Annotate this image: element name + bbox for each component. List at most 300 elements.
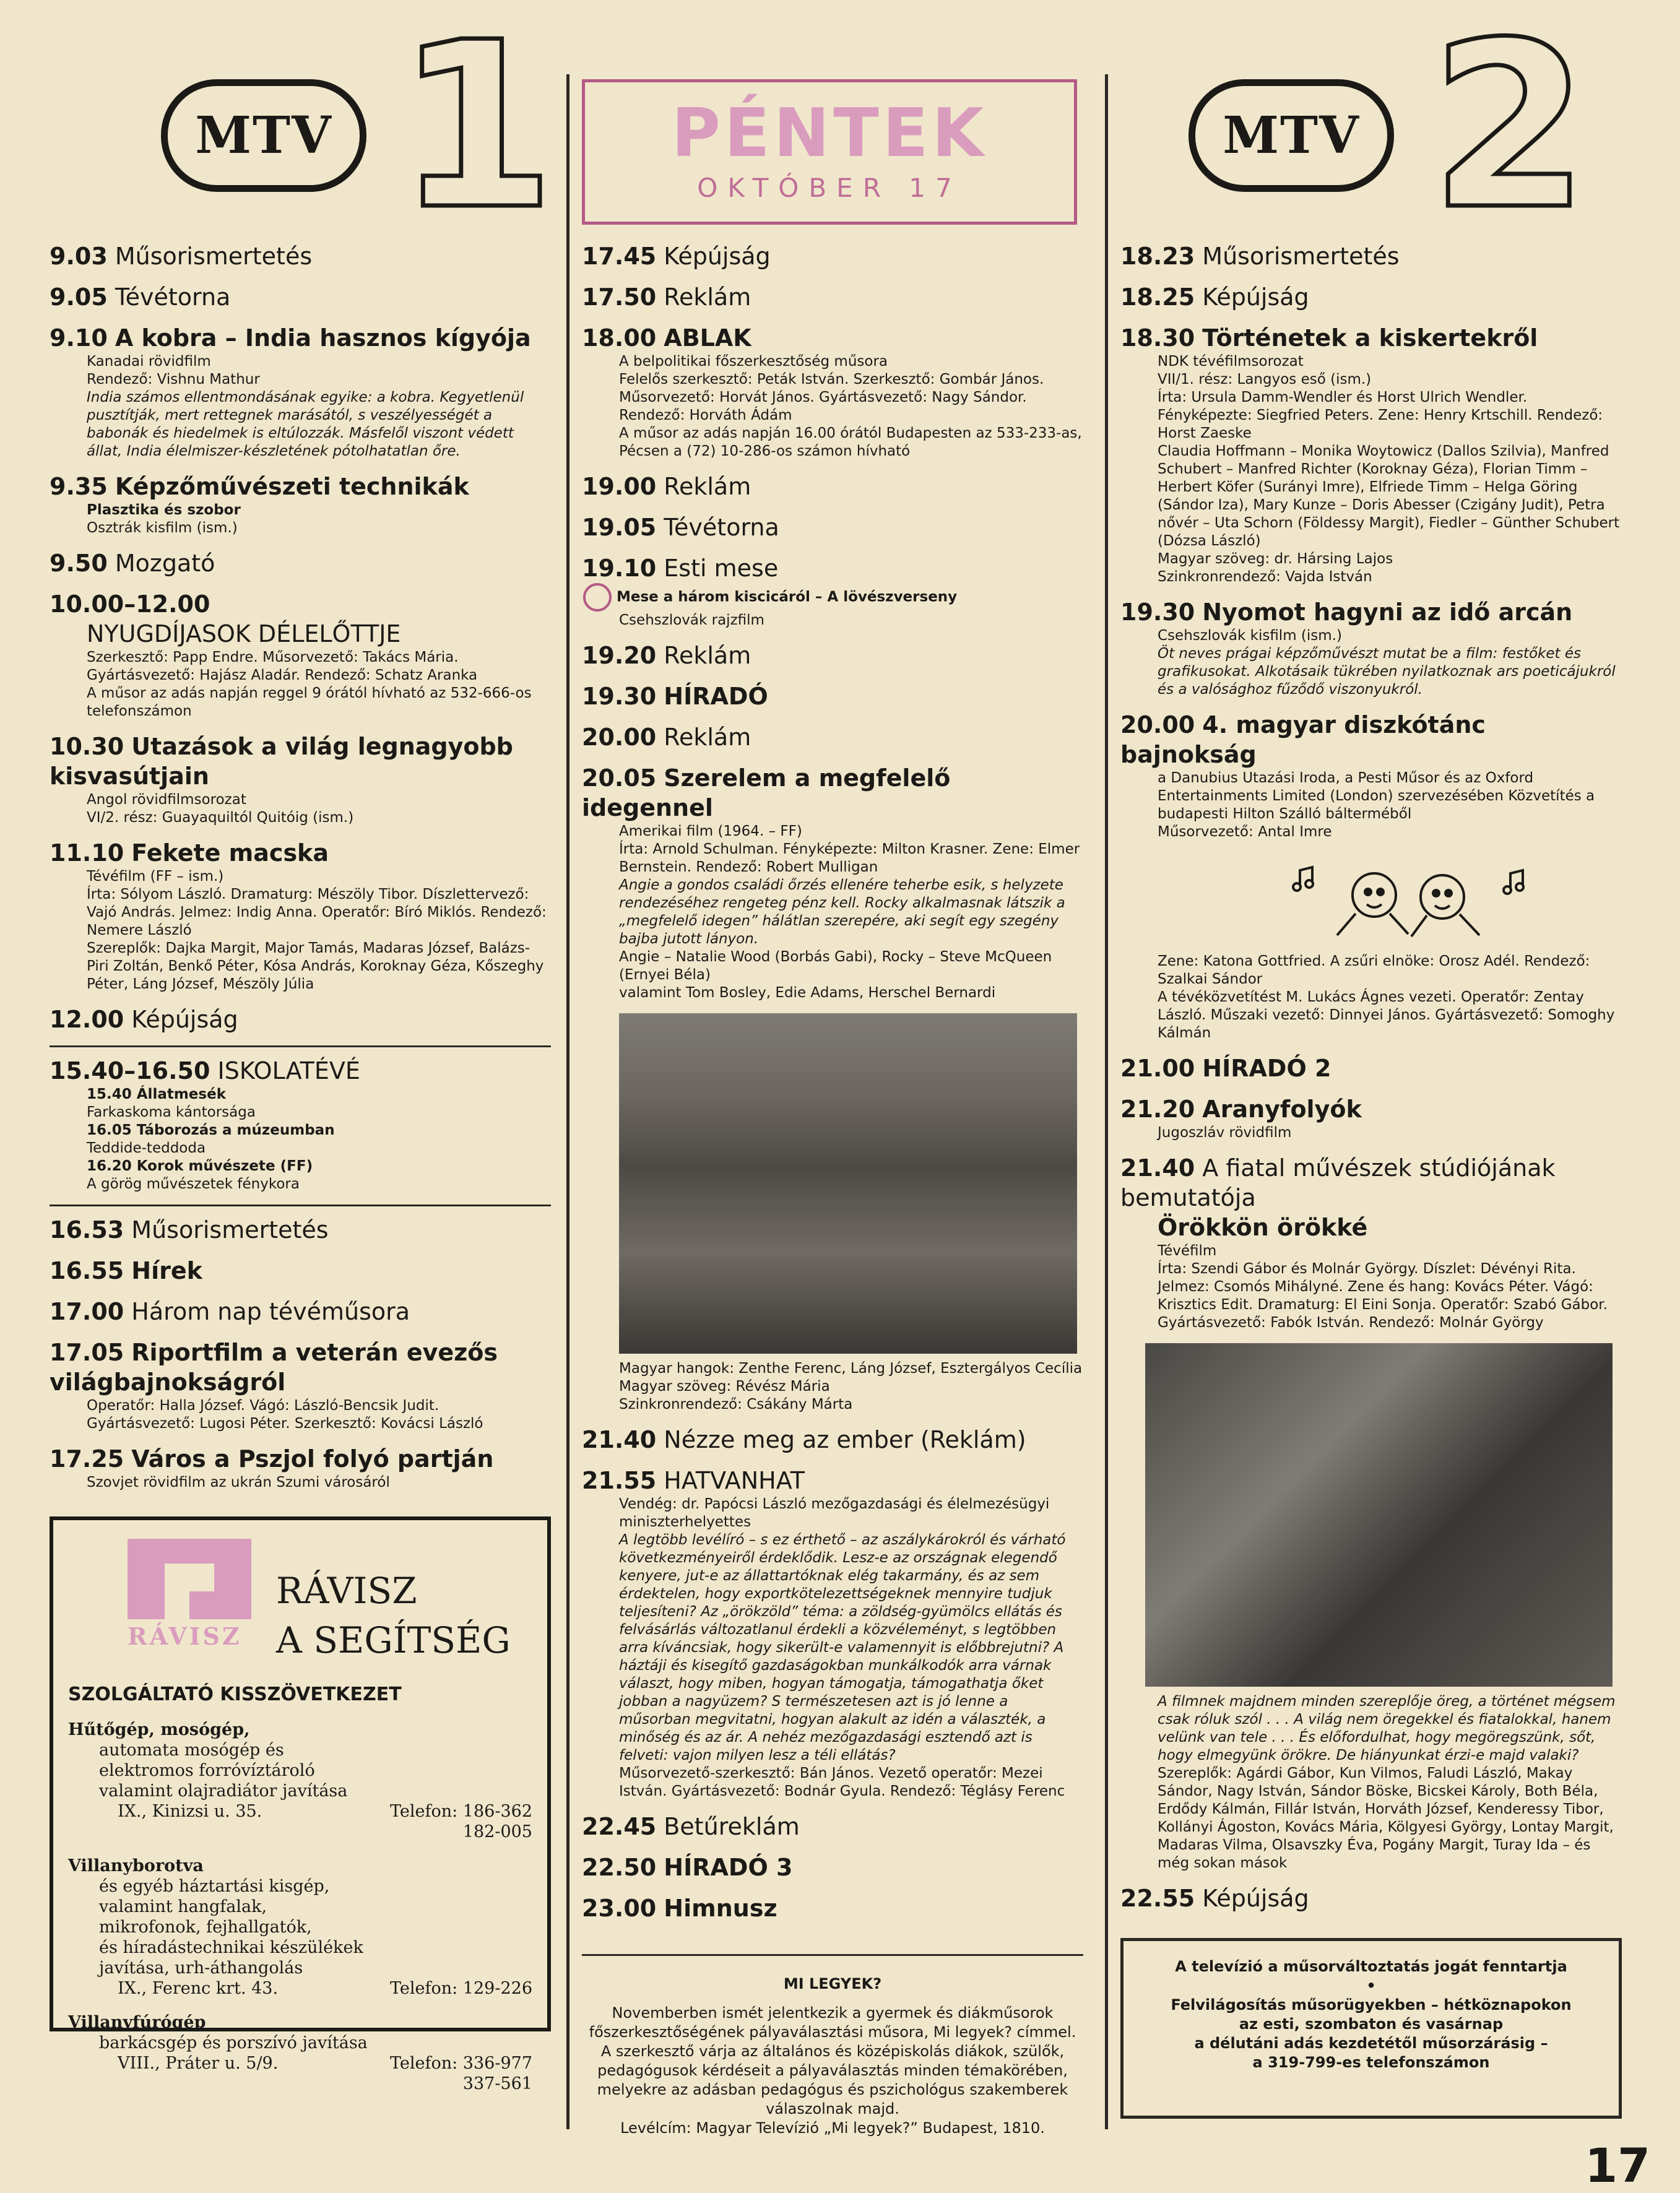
notice-line: Felvilágosítás műsorügyekben – hétköznapokon — [1171, 1996, 1572, 2013]
circle-mark-icon — [583, 583, 612, 612]
program-detail — [1158, 389, 1622, 443]
program-entry — [582, 681, 1083, 711]
notice-bullet: • — [1366, 1977, 1376, 1994]
program-title: Képújság — [1202, 1885, 1309, 1912]
program-heading — [50, 282, 551, 312]
program-title: Betűreklám — [664, 1813, 800, 1840]
program-time: 20.00 — [582, 724, 657, 751]
program-time: 9.03 — [50, 243, 108, 270]
program-entry — [50, 1297, 551, 1326]
ad-title: RÁVISZ — [276, 1570, 417, 1612]
program-heading — [582, 1425, 1083, 1455]
program-heading — [1120, 323, 1622, 353]
detail-text: A filmnek majdnem minden szereplője öreg, a történet mégsem csak róluk szól . . . A világ nem öregekkel és fiatalokkal, hanem velünk van tele . . . És előfordulhat, hogy megöregszünk, sőt, hogy elmegyünk örökre. De hiányunkat érzi-e majd valaki? — [1158, 1693, 1616, 1763]
detail-text: Farkaskoma kántorsága — [87, 1104, 256, 1120]
program-heading — [50, 1256, 551, 1286]
program-heading — [50, 838, 551, 868]
program-detail — [87, 868, 551, 886]
program-entry — [50, 732, 551, 827]
program-time: 17.50 — [582, 283, 657, 311]
ad-address: VIII., Práter u. 5/9. — [118, 2054, 279, 2073]
program-entry — [582, 763, 1083, 1002]
program-detail — [1158, 1213, 1622, 1242]
program-title: Esti mese — [664, 555, 779, 582]
column-mtv1 — [50, 0, 556, 2093]
program-time: 17.25 — [50, 1445, 124, 1473]
program-title: Képújság — [664, 243, 771, 270]
program-heading — [582, 472, 1083, 501]
column-mtv2 — [1120, 0, 1622, 2119]
program-detail — [87, 1140, 551, 1157]
program-time: 22.50 — [582, 1854, 657, 1881]
program-heading — [50, 1338, 551, 1397]
program-title: ABLAK — [664, 324, 751, 352]
program-detail — [1158, 1693, 1622, 1765]
program-time: 19.05 — [582, 514, 657, 541]
detail-text: Angie – Natalie Wood (Borbás Gabi), Rocky – Steve McQueen (Ernyei Béla) — [619, 949, 1052, 983]
program-entry — [582, 241, 1083, 271]
mtv-logo: MTV — [161, 79, 366, 192]
program-entry — [1120, 597, 1622, 699]
program-time: 17.05 — [50, 1339, 124, 1366]
program-detail — [1158, 953, 1622, 988]
detail-text: Operatőr: Halla József. Vágó: László-Bencsik Judit. Gyártásvezető: Lugosi Péter. Szerkesztő: Kovácsi László — [87, 1398, 483, 1432]
program-entry — [582, 1853, 1083, 1882]
program-title: Műsorismertetés — [131, 1216, 329, 1244]
program-detail — [619, 1495, 1083, 1531]
program-detail — [619, 1765, 1083, 1801]
program-detail — [87, 519, 551, 537]
program-time: 22.55 — [1120, 1885, 1195, 1912]
program-title: Reklám — [664, 724, 751, 751]
program-detail — [1158, 1242, 1622, 1260]
program-detail — [87, 1474, 551, 1492]
ad-section-3 — [68, 2012, 532, 2094]
program-title: HATVANHAT — [664, 1467, 805, 1494]
ad-coop: SZOLGÁLTATÓ KISSZÖVETKEZET — [68, 1684, 402, 1705]
ravisz-ad — [50, 1516, 551, 2093]
ad-phone: Telefon: 186-362 — [389, 1802, 532, 1821]
program-time: 21.40 — [1120, 1154, 1195, 1182]
ad-line: valamint hangfalak, — [99, 1897, 267, 1916]
detail-text: Műsorvezető-szerkesztő: Bán János. Vezető operatőr: Mezei István. Gyártásvezető: Bodnár Gyula. Rendező: Téglásy Ferenc — [619, 1765, 1065, 1799]
program-time: 18.00 — [582, 324, 657, 352]
program-heading — [582, 763, 1083, 823]
program-detail — [1158, 823, 1622, 841]
program-heading — [582, 681, 1083, 711]
detail-text: Magyar szöveg: dr. Hársing Lajos — [1158, 551, 1393, 567]
ad-line: és híradástechnikai készülékek — [99, 1938, 363, 1957]
section-divider — [50, 1045, 551, 1047]
dancing-cartoon-icon — [1263, 861, 1560, 941]
program-entry — [582, 472, 1083, 501]
program-heading — [50, 589, 551, 649]
program-title: Történetek a kiskertekről — [1202, 324, 1538, 352]
detail-text: Írta: Arnold Schulman. Fényképezte: Milton Krasner. Zene: Elmer Bernstein. Rendező: Robert Mulligan — [619, 841, 1080, 875]
detail-text: Csehszlovák rajzfilm — [619, 612, 764, 628]
program-detail — [1158, 645, 1622, 699]
program-heading — [50, 1444, 551, 1474]
program-detail — [87, 685, 551, 720]
notice-line: A televízió a műsorváltoztatás jogát fenntartja — [1175, 1958, 1567, 1975]
detail-text: Amerikai film (1964. – FF) — [619, 823, 802, 839]
detail-text: Tévéfilm — [1158, 1243, 1217, 1259]
program-detail — [1158, 988, 1622, 1042]
program-title: Riportfilm a veterán evezős világbajnokságról — [50, 1339, 498, 1396]
detail-text: Öt neves prágai képzőművészt mutat be a film: festőket és grafikusokat. Alkotásaik tükrében nyilatkoznak ars poeticájukról és a valósághoz fűződő viszonyukról. — [1158, 646, 1616, 698]
mtv1-evening-schedule — [582, 241, 1083, 1002]
channel-number: 2 — [1430, 0, 1590, 260]
ad-phone: 337-561 — [462, 2074, 532, 2093]
detail-text: Tévéfilm (FF – ism.) — [87, 868, 224, 885]
detail-text: Örökkön örökké — [1158, 1214, 1368, 1241]
column-divider — [566, 74, 569, 2129]
program-title: Mozgató — [115, 550, 215, 577]
program-detail — [1158, 1765, 1622, 1872]
program-heading — [582, 282, 1083, 312]
ad-section-1 — [68, 1719, 532, 1842]
program-heading — [582, 323, 1083, 353]
program-entry — [582, 1360, 1083, 1414]
program-heading — [582, 1466, 1083, 1495]
program-time: 9.05 — [50, 283, 108, 311]
detail-text: Claudia Hoffmann – Monika Woytowicz (Dallos Szilvia), Manfred Schubert – Manfred Richter (Koroknay Géza), Florian Timm – Herbert Köfer (Surányi Imre), Elfriede Timm – Helga Göring (Sándor Iza), Mary Kunze – Doris Abesser (Czigány Judit), Petra nővér – Uta Schorn (Földessy Margit), Fiedler – Günther Schubert (Dózsa László) — [1158, 443, 1620, 549]
program-entry — [582, 722, 1083, 752]
program-time: 18.30 — [1120, 324, 1195, 352]
program-time: 16.55 — [50, 1257, 124, 1284]
program-heading — [50, 732, 551, 791]
program-entry — [1120, 282, 1622, 312]
program-detail — [619, 1360, 1083, 1378]
program-heading — [582, 722, 1083, 752]
detail-text: VI/2. rész: Guayaquiltól Quitóig (ism.) — [87, 810, 354, 826]
program-time: 19.00 — [582, 473, 657, 500]
program-detail — [619, 1531, 1083, 1765]
tv-film-photo — [1145, 1343, 1613, 1687]
program-time: 15.40–16.50 — [50, 1057, 210, 1084]
program-detail — [87, 1175, 551, 1193]
detail-text: Plasztika és szobor — [87, 502, 241, 518]
program-title: Reklám — [664, 642, 751, 669]
detail-text: Írta: Sólyom László. Dramaturg: Mészöly Tibor. Díszlettervező: Vajó András. Jelmez: Indig Anna. Operatőr: Bíró Miklós. Rendező: Nemere László — [87, 886, 547, 938]
program-detail — [619, 353, 1083, 371]
program-heading — [50, 1215, 551, 1245]
film-still-photo — [619, 1013, 1077, 1354]
program-entry — [1120, 1053, 1622, 1083]
detail-text: Teddide-teddoda — [87, 1140, 206, 1156]
program-detail — [1158, 1124, 1622, 1142]
program-heading — [1120, 597, 1622, 627]
program-heading — [50, 1297, 551, 1326]
detail-text: Kanadai rövidfilm — [87, 353, 211, 370]
program-title: Utazások a világ legnagyobb kisvasútjain — [50, 733, 513, 790]
ad-phone: Telefon: 129-226 — [389, 1979, 532, 1998]
program-time: 18.23 — [1120, 243, 1195, 270]
program-entry — [50, 1444, 551, 1492]
program-detail — [619, 1378, 1083, 1396]
program-detail — [87, 1157, 551, 1175]
detail-text: Vendég: dr. Papócsi László mezőgazdasági és élelmezésügyi miniszterhelyettes — [619, 1496, 1050, 1530]
program-entry — [50, 1256, 551, 1286]
program-time: 18.25 — [1120, 283, 1195, 311]
program-entry — [50, 589, 551, 720]
page-number: 17 — [1585, 2138, 1650, 2193]
ad-line: elektromos forróvíztároló — [99, 1761, 315, 1780]
program-detail — [1158, 568, 1622, 586]
ad-brand: RÁVISZ — [128, 1622, 242, 1650]
detail-text: 15.40 Állatmesék — [87, 1086, 226, 1102]
program-title: HÍRADÓ 2 — [1202, 1055, 1331, 1082]
program-detail — [87, 1086, 551, 1104]
program-entry — [582, 323, 1083, 461]
detail-text: Szereplők: Dajka Margit, Major Tamás, Madaras József, Balázs-Piri Zoltán, Benkő Péter, Kósa András, Koroknay Géza, Kőszeghy Péter, Láng József, Mészöly Júlia — [87, 940, 544, 992]
program-detail — [619, 841, 1083, 876]
program-title: A kobra – India hasznos kígyója — [115, 324, 531, 352]
detail-text: Szovjet rövidfilm az ukrán Szumi városáról — [87, 1474, 390, 1490]
program-heading — [50, 472, 551, 501]
program-entry — [1120, 1884, 1622, 1913]
program-entry — [582, 282, 1083, 312]
program-time: 12.00 — [50, 1006, 124, 1033]
day-box — [582, 79, 1077, 225]
detail-text: 16.20 Korok művészete (FF) — [87, 1158, 313, 1174]
mi-legyek-address: Levélcím: Magyar Televízió „Mi legyek?” Budapest, 1810. — [620, 2119, 1045, 2137]
program-detail — [1158, 353, 1622, 371]
program-time: 21.00 — [1120, 1055, 1195, 1082]
detail-text: Magyar szöveg: Révész Mária — [619, 1378, 830, 1395]
notice-line: a 319-799-es telefonszámon — [1252, 2054, 1490, 2071]
detail-text: A belpolitikai főszerkesztőség műsora — [619, 353, 888, 370]
ad-address: IX., Kinizsi u. 35. — [118, 1802, 262, 1821]
program-time: 9.35 — [50, 473, 108, 500]
ad-line: mikrofonok, fejhallgatók, — [99, 1918, 312, 1937]
mi-legyek-title: MI LEGYEK? — [783, 1975, 882, 1992]
program-heading — [1120, 710, 1622, 769]
program-title: A fiatal művészek stúdiójának bemutatója — [1120, 1154, 1556, 1211]
ad-line: barkácsgép és porszívó javítása — [99, 2033, 368, 2052]
program-title: Képújság — [1202, 283, 1309, 311]
program-heading — [50, 1005, 551, 1034]
program-time: 9.50 — [50, 550, 108, 577]
program-detail — [87, 501, 551, 519]
program-detail — [619, 823, 1083, 841]
notice-line: az esti, szombaton és vasárnap — [1239, 2015, 1504, 2033]
detail-text: Felelős szerkesztő: Peták István. Szerkesztő: Gombár János. Műsorvezető: Horvát János. Gyártásvezető: Nagy Sándor. Rendező: Horváth Ádám — [619, 371, 1044, 423]
detail-text: Műsorvezető: Antal Imre — [1158, 824, 1332, 840]
program-heading — [582, 241, 1083, 271]
program-detail — [619, 371, 1083, 425]
ad-line: javítása, urh-áthangolás — [99, 1958, 303, 1978]
program-heading — [1120, 1153, 1622, 1213]
program-title: Nyomot hagyni az idő arcán — [1202, 599, 1573, 626]
program-detail — [619, 948, 1083, 984]
program-title: Szerelem a megfelelő idegennel — [582, 764, 951, 821]
program-time: 10.30 — [50, 733, 124, 760]
program-time: 11.10 — [50, 839, 124, 867]
program-heading — [50, 323, 551, 353]
program-time: 23.00 — [582, 1895, 657, 1922]
program-detail — [1158, 769, 1622, 823]
program-heading — [582, 1893, 1083, 1923]
program-detail — [87, 1104, 551, 1122]
program-time: 17.45 — [582, 243, 657, 270]
detail-text: Rendező: Vishnu Mathur — [87, 371, 260, 387]
program-time: 21.40 — [582, 1426, 657, 1453]
program-title: Nézze meg az ember (Reklám) — [664, 1426, 1026, 1453]
ravisz-logo-icon — [128, 1539, 258, 1619]
program-entry — [582, 641, 1083, 670]
program-entry — [50, 1005, 551, 1034]
program-title: Aranyfolyók — [1202, 1096, 1362, 1123]
program-entry — [582, 1893, 1083, 1923]
mtv1-late-schedule — [582, 1360, 1083, 1923]
notice-box — [1120, 1938, 1622, 2119]
program-entry — [582, 1812, 1083, 1841]
program-detail — [87, 389, 551, 461]
detail-text: NDK tévéfilmsorozat — [1158, 353, 1304, 370]
program-title: Műsorismertetés — [1202, 243, 1400, 270]
program-entry — [50, 548, 551, 578]
day-header — [582, 0, 1083, 241]
detail-text: valamint Tom Bosley, Edie Adams, Herschel Bernardi — [619, 985, 996, 1001]
program-detail — [1158, 1260, 1622, 1332]
notice-line: a délutáni adás kezdetétől műsorzárásig – — [1194, 2035, 1548, 2052]
program-detail — [87, 649, 551, 685]
program-detail — [87, 1122, 551, 1140]
program-detail — [1158, 550, 1622, 568]
detail-text: VII/1. rész: Langyos eső (ism.) — [1158, 371, 1372, 387]
program-entry — [582, 1466, 1083, 1801]
program-time: 19.30 — [1120, 599, 1195, 626]
program-heading — [50, 1056, 551, 1086]
program-detail — [619, 984, 1083, 1002]
program-detail — [619, 583, 1083, 612]
program-time: 9.10 — [50, 324, 108, 352]
program-heading — [582, 1853, 1083, 1882]
detail-text: Szinkronrendező: Vajda István — [1158, 569, 1372, 585]
program-detail — [1158, 443, 1622, 550]
program-heading — [1120, 1053, 1622, 1083]
program-time: 20.00 — [1120, 711, 1195, 738]
detail-text: Angie a gondos családi őrzés ellenére teherbe esik, s helyzete rendezéséhez rengeteg pénz kell. Rocky alkalmasnak látszik a „megfelelő idegen” hálátlan szerepére, aki segít egy szegény bajba jutott lányon. — [619, 877, 1065, 947]
mtv-logo: MTV — [1189, 79, 1394, 192]
program-entry — [50, 1215, 551, 1245]
program-detail — [619, 876, 1083, 948]
program-title: Város a Pszjol folyó partján — [131, 1445, 494, 1473]
program-detail — [1158, 371, 1622, 389]
detail-text: A görög művészetek fénykora — [87, 1176, 300, 1192]
detail-text: 16.05 Táborozás a múzeumban — [87, 1122, 335, 1138]
program-heading — [1120, 1094, 1622, 1124]
detail-text: Magyar hangok: Zenthe Ferenc, Láng József, Esztergályos Cecília — [619, 1360, 1083, 1377]
detail-text: Írta: Szendi Gábor és Molnár György. Díszlet: Dévényi Rita. Jelmez: Csomós Mihályné. Zene és hang: Kovács Péter. Vágó: Krisztics Edit. Dramaturg: El Eini Sonja. Operatőr: Szabó Gábor. Gyártásvezető: Fabók István. Rendező: Molnár György — [1158, 1261, 1608, 1331]
detail-text: Írta: Ursula Damm-Wendler és Horst Ulrich Wendler. Fényképezte: Siegfried Peters. Zene: Henry Krtschill. Rendező: Horst Zaeske — [1158, 389, 1603, 441]
program-detail — [87, 809, 551, 827]
program-entry — [50, 282, 551, 312]
ad-line: Villanyborotva — [68, 1856, 204, 1875]
program-title: Reklám — [664, 283, 751, 311]
program-entry — [1120, 323, 1622, 586]
program-entry — [582, 1425, 1083, 1455]
program-time: 22.45 — [582, 1813, 657, 1840]
program-heading — [1120, 1884, 1622, 1913]
ad-line: Villanyfúrógép — [68, 2013, 206, 2032]
detail-text: A műsor az adás napján reggel 9 órától hívható az 532-666-os telefonszámon — [87, 685, 532, 719]
section-divider — [50, 1205, 551, 1206]
program-detail — [619, 612, 1083, 629]
detail-text: Angol rövidfilmsorozat — [87, 792, 246, 808]
program-detail — [87, 353, 551, 371]
program-heading — [582, 553, 1083, 583]
program-title: 4. magyar diszkótánc bajnokság — [1120, 711, 1486, 768]
program-entry — [1120, 1153, 1622, 1332]
detail-text: Mese a három kiscicáról – A lövészverseny — [617, 589, 958, 605]
program-time: 21.55 — [582, 1467, 657, 1494]
day-title: PÉNTEK — [671, 95, 988, 172]
detail-text: Jugoszláv rövidfilm — [1158, 1125, 1292, 1141]
column-divider — [1105, 74, 1108, 2129]
ad-address: IX., Ferenc krt. 43. — [118, 1979, 279, 1998]
program-title: Tévétorna — [664, 514, 779, 541]
program-heading — [582, 1812, 1083, 1841]
program-detail — [87, 1397, 551, 1433]
program-entry — [1120, 953, 1622, 1042]
ad-line: Hűtőgép, mosógép, — [68, 1720, 250, 1739]
program-title: Tévétorna — [115, 283, 231, 311]
ad-section-2 — [68, 1856, 532, 1999]
program-title: Fekete macska — [131, 839, 329, 867]
program-title: HÍRADÓ 3 — [664, 1854, 793, 1881]
channel-number: 1 — [396, 0, 556, 260]
program-time: 10.00–12.00 — [50, 590, 210, 618]
program-time: 17.00 — [50, 1298, 124, 1325]
column-friday — [582, 0, 1083, 2138]
detail-text: a Danubius Utazási Iroda, a Pesti Műsor és az Oxford Entertainments Limited (London) szervezésében Közvetítés a budapesti Hilton Szálló bálterméből — [1158, 770, 1595, 822]
ad-phone: Telefon: 336-977 — [389, 2054, 532, 2073]
program-time: 20.05 — [582, 764, 657, 792]
program-entry — [50, 838, 551, 993]
day-date: OKTÓBER 17 — [697, 173, 962, 203]
program-heading — [582, 513, 1083, 542]
program-detail — [619, 1396, 1083, 1414]
program-entry — [50, 1338, 551, 1433]
program-time: 21.20 — [1120, 1096, 1195, 1123]
detail-text: Csehszlovák kisfilm (ism.) — [1158, 628, 1342, 644]
program-time: 19.30 — [582, 683, 657, 710]
program-entry — [50, 1056, 551, 1193]
program-entry — [582, 553, 1083, 629]
detail-text: Szinkronrendező: Csákány Márta — [619, 1396, 853, 1412]
program-title: NYUGDÍJASOK DÉLELŐTTJE — [87, 620, 401, 647]
program-title: Himnusz — [664, 1895, 777, 1922]
program-title: Három nap tévéműsora — [131, 1298, 410, 1325]
detail-text: Osztrák kisfilm (ism.) — [87, 520, 238, 536]
mtv2-evening-schedule — [1120, 953, 1622, 1332]
mi-legyek-text: Novemberben ismét jelentkezik a gyermek és diákműsorok főszerkesztőségének pályaválasztási műsora, Mi legyek? címmel. A szerkesztő várja az általános és középiskolás diákok, szülők, pedagógusok kérdéseit a pályaválasztás minden témakörében, melyekre az adásban pedagógus és pszichológus szakemberek válaszolnak majd. — [589, 2004, 1076, 2117]
program-entry — [1120, 710, 1622, 841]
program-title: HÍRADÓ — [664, 683, 768, 710]
detail-text: A tévéközvetítést M. Lukács Ágnes vezeti. Operatőr: Zentay László. Műszaki vezető: Dinnyei János. Gyártásvezető: Somoghy Kálmán — [1158, 989, 1615, 1041]
detail-text: India számos ellentmondásának egyike: a kobra. Kegyetlenül pusztítják, mert rettegnek marásától, s veszélyességét a babonák és hiedelmek is eltúlozzák. Másfelől viszont védett állat, India élelmiszer-készletének pótolhatatlan őre. — [87, 389, 524, 459]
mtv2-schedule — [1120, 241, 1622, 841]
mtv2-late-schedule — [1120, 1693, 1622, 1913]
ad-subtitle: A SEGÍTSÉG — [276, 1619, 511, 1661]
program-time: 16.53 — [50, 1216, 124, 1244]
program-detail — [87, 371, 551, 389]
program-entry — [1120, 1693, 1622, 1872]
ad-line: automata mosógép és — [99, 1741, 284, 1760]
program-entry — [50, 472, 551, 537]
